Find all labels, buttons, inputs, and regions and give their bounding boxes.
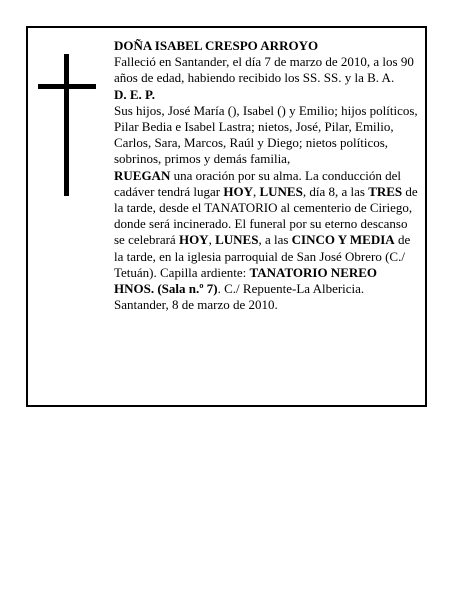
- funeral-text-7: de la tarde, en la iglesia parroquial de San José Obrero (C./ Tetuán). Capilla ardiente:: [114, 232, 411, 280]
- funeral-details: [114, 168, 419, 298]
- cinco-media-text: CINCO Y MEDIA: [291, 232, 395, 248]
- hoy-text-1: HOY: [223, 183, 253, 199]
- funeral-text-8: . C./ Repuente-La Albericia.: [217, 281, 365, 297]
- hoy-text-2: HOY: [178, 232, 209, 248]
- rip-line: D. E. P.: [114, 86, 156, 102]
- funeral-text-5: ,: [208, 232, 216, 248]
- tanatorio-text: TANATORIO NEREO HNOS. (Sala n.º 7): [114, 264, 378, 297]
- cross-icon: [38, 54, 98, 196]
- funeral-text-6: , a las: [258, 232, 292, 248]
- cross-vertical-bar: [64, 54, 69, 196]
- funeral-text-1: una oración por su alma. La conducción del cadáver tendrá lugar: [114, 167, 402, 199]
- ruegan-text: RUEGAN: [114, 167, 171, 183]
- place-and-date: Santander, 8 de marzo de 2010.: [114, 297, 278, 313]
- lunes-text-1: LUNES: [259, 183, 303, 199]
- deceased-name: DOÑA ISABEL CRESPO ARROYO: [114, 38, 319, 53]
- lunes-text-2: LUNES: [215, 232, 259, 248]
- funeral-text-2: ,: [252, 183, 260, 199]
- death-notice: Falleció en Santander, el día 7 de marzo de 2010, a los 90 años de edad, habiendo recibido los SS. SS. y la B. A.: [114, 54, 414, 86]
- funeral-text-4: de la tarde, desde el TANATORIO al cementerio de Ciriego, donde será incinerado. El funeral por su eterno descanso se celebrará: [114, 183, 418, 248]
- tres-text: TRES: [368, 183, 403, 199]
- family-list: Sus hijos, José María (), Isabel () y Emilio; hijos políticos, Pilar Bedia e Isabel Lastra; nietos, José, Pilar, Emilio, Carlos, Sara, Marcos, Raúl y Diego; nietos políticos, sobrinos, primos y demás familia,: [114, 102, 418, 167]
- cross-horizontal-bar: [38, 84, 96, 89]
- obituary-text: [114, 38, 419, 313]
- funeral-text-3: , día 8, a las: [302, 183, 369, 199]
